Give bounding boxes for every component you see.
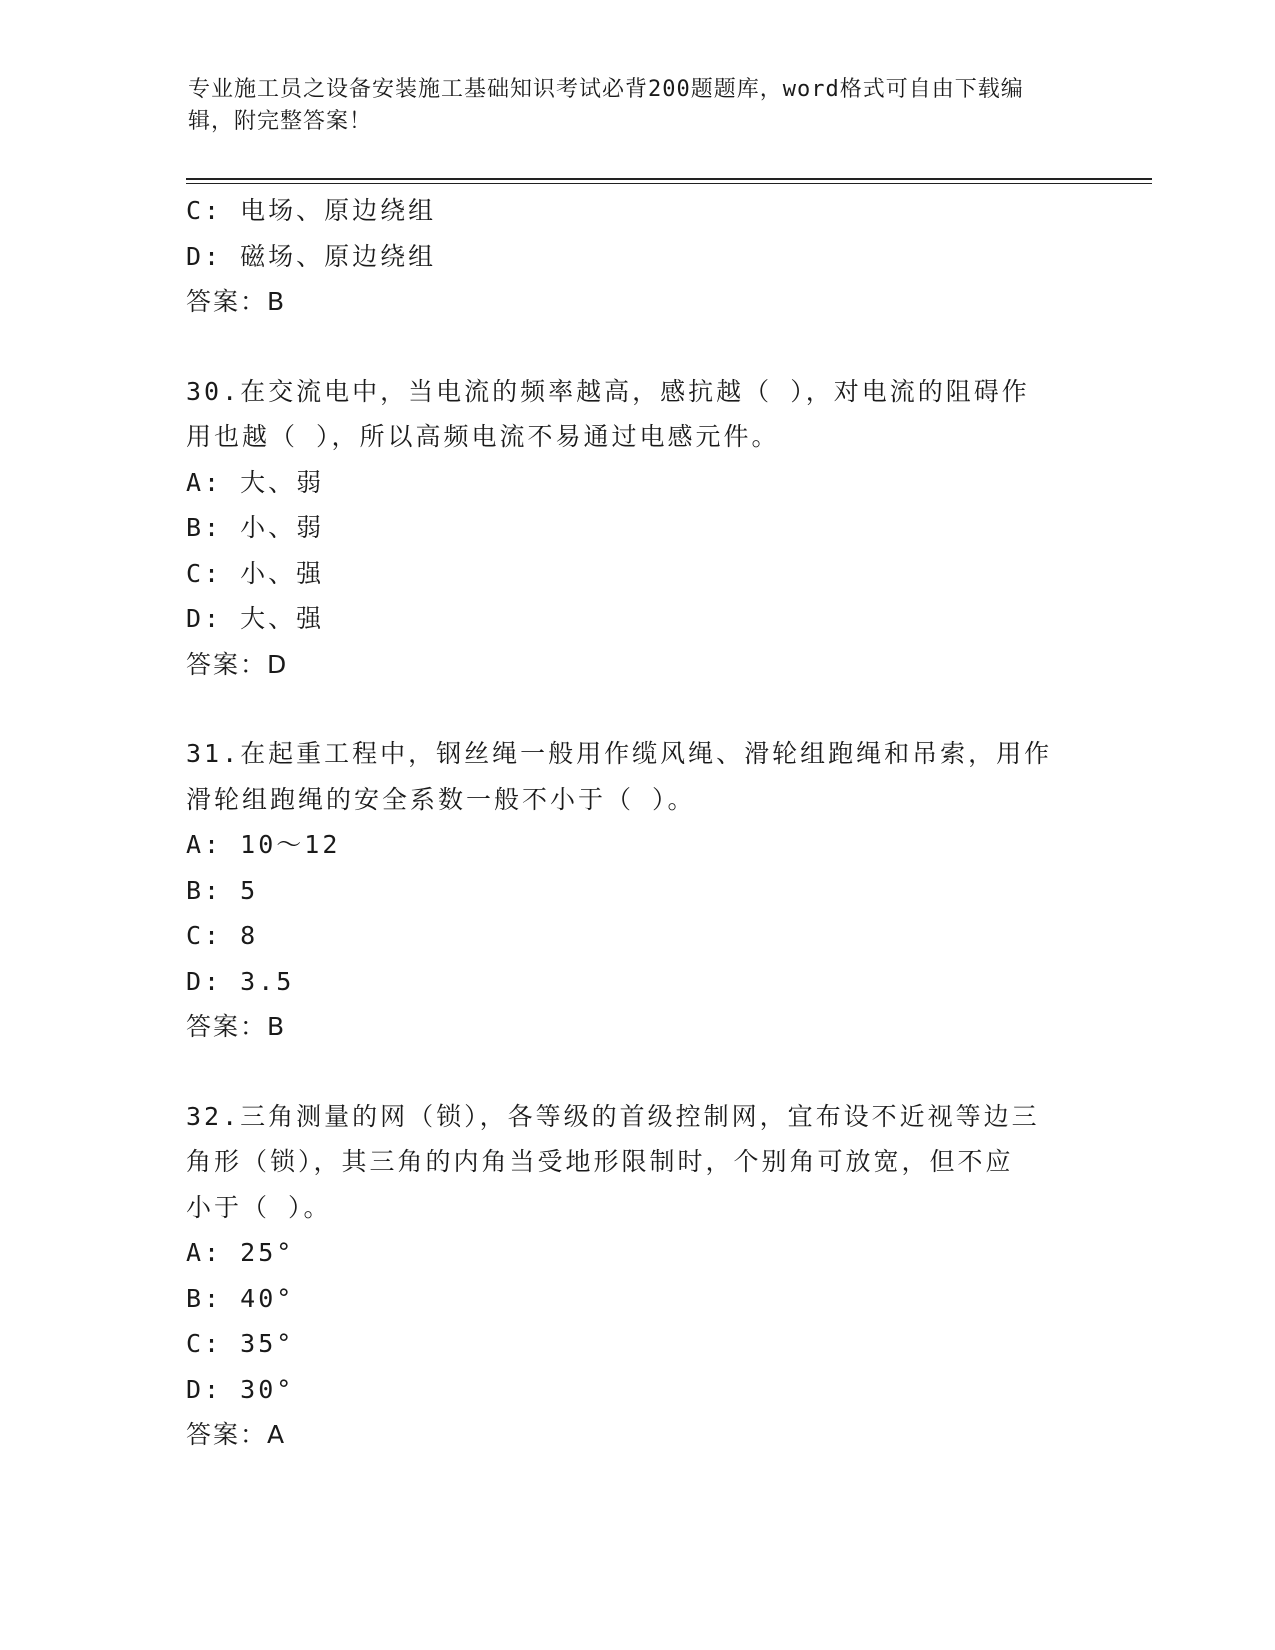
question-text-line: 30.在交流电中，当电流的频率越高，感抗越（ ），对电流的阻碍作 — [186, 376, 1030, 406]
option-b: B: 40° — [186, 1283, 295, 1313]
option-d: D: 3.5 — [186, 966, 295, 996]
document-header: 专业施工员之设备安装施工基础知识考试必背200题题库，word格式可自由下载编辑，附完整答案！ — [188, 77, 1024, 134]
option-c: C: 35° — [186, 1329, 295, 1358]
question-31 — [186, 731, 1086, 1050]
option-d: D: 30° — [186, 1374, 295, 1404]
question-text-line: 用也越（ ），所以高频电流不易通过电感元件。 — [186, 422, 780, 451]
answer-line: 答案：A — [186, 1420, 287, 1449]
question-text-line: 角形（锁），其三角的内角当受地形限制时，个别角可放宽，但不应 — [186, 1147, 1014, 1176]
answer-line: 答案：B — [186, 1012, 287, 1041]
question-30 — [186, 369, 1086, 688]
question-text-line: 滑轮组跑绳的安全系数一般不小于（ ）。 — [186, 784, 696, 814]
option-d: D: 大、强 — [186, 604, 325, 633]
option-c: C: 小、强 — [186, 558, 325, 588]
option-b: B: 小、弱 — [186, 513, 325, 542]
option-a: A: 大、弱 — [186, 467, 325, 497]
option-a: A: 25° — [186, 1238, 295, 1267]
document-body — [186, 188, 1086, 1458]
question-text-line: 小于（ ）。 — [186, 1192, 332, 1222]
question-text-line: 31.在起重工程中，钢丝绳一般用作缆风绳、滑轮组跑绳和吊索，用作 — [186, 739, 1053, 768]
question-fragment — [186, 188, 1086, 325]
question-text-line: 32.三角测量的网（锁），各等级的首级控制网，宜布设不近视等边三 — [186, 1101, 1040, 1131]
answer-line: 答案：D — [186, 649, 289, 679]
header-divider — [186, 178, 1152, 184]
answer-line: 答案：B — [186, 287, 287, 316]
option-a: A: 10～12 — [186, 830, 341, 859]
option-b: B: 5 — [186, 875, 259, 905]
option-c: C: 8 — [186, 921, 259, 950]
question-32 — [186, 1094, 1086, 1458]
option-c: C: 电场、原边绕组 — [186, 196, 437, 225]
option-d: D: 磁场、原边绕组 — [186, 241, 437, 271]
